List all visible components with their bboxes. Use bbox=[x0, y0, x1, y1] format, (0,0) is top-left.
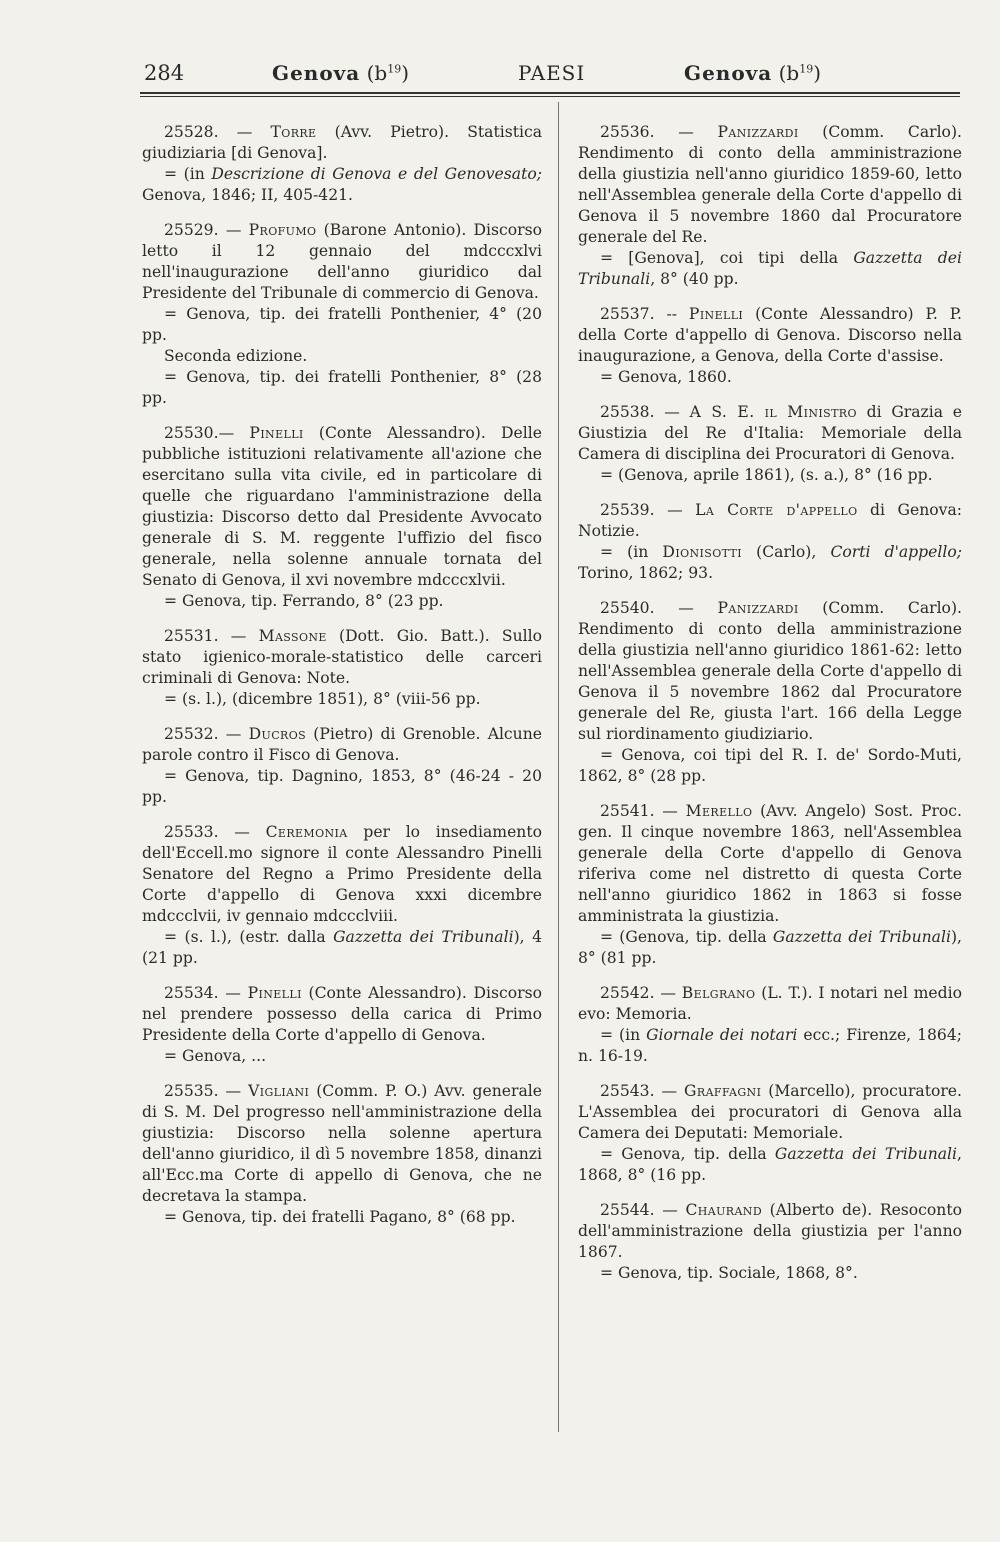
imprint-text: = Genova, ... bbox=[164, 1047, 267, 1065]
entry-number: 25534. bbox=[164, 984, 219, 1002]
imprint-text: = (in bbox=[164, 165, 212, 183]
entry-imprint bbox=[142, 689, 542, 710]
entry-number: 25538. bbox=[600, 403, 655, 421]
entry-author: Merello bbox=[685, 802, 753, 820]
imprint-text: ), 4 (21 pp. bbox=[142, 928, 542, 967]
page-header bbox=[140, 55, 960, 95]
entry-heading bbox=[142, 423, 542, 591]
entry-imprint bbox=[142, 367, 542, 409]
running-head-left-title: Genova bbox=[272, 61, 361, 85]
entry-number: 25537. bbox=[600, 305, 655, 323]
entry-author: Vigliani bbox=[248, 1082, 310, 1100]
entry-number: 25536. bbox=[600, 123, 655, 141]
running-head-left-suffix-open: (b bbox=[366, 61, 388, 85]
running-head-right-sup: 19 bbox=[799, 62, 814, 76]
running-head-left-suffix-close: ) bbox=[401, 61, 410, 85]
entry-author: Massone bbox=[258, 627, 327, 645]
bibliography-entry bbox=[142, 423, 542, 612]
entry-dash: — bbox=[654, 123, 718, 141]
imprint-text: , 1868, 8° (16 pp. bbox=[578, 1145, 962, 1184]
imprint-text: = Genova, tip. dei fratelli Ponthenier, 8° (28 pp. bbox=[142, 368, 542, 407]
entry-dash: — bbox=[654, 984, 682, 1002]
bibliography-entry bbox=[142, 724, 542, 808]
entry-imprint bbox=[578, 465, 962, 486]
entry-imprint bbox=[142, 591, 542, 612]
bibliography-entry bbox=[578, 402, 962, 486]
entry-author: Graffagni bbox=[684, 1082, 762, 1100]
entry-imprint bbox=[578, 1144, 962, 1186]
entry-heading bbox=[142, 626, 542, 689]
imprint-text: = (Genova, aprile 1861), (s. a.), 8° (16 pp. bbox=[600, 466, 933, 484]
left-column bbox=[142, 122, 542, 1242]
entry-heading bbox=[578, 1081, 962, 1144]
entry-dash: -- bbox=[654, 305, 689, 323]
running-head-right bbox=[684, 61, 821, 85]
entry-number: 25533. bbox=[164, 823, 219, 841]
entry-title: (Pietro) di Grenoble. Alcune parole contro il Fisco di Genova. bbox=[142, 725, 542, 764]
entry-heading bbox=[578, 500, 962, 542]
entry-author: Panizzardi bbox=[717, 123, 799, 141]
imprint-text: = Genova, coi tipi del R. I. de' Sordo-Muti, 1862, 8° (28 pp. bbox=[578, 746, 962, 785]
entry-title: (Avv. Pietro). Statistica giudiziaria [di Genova]. bbox=[142, 123, 542, 162]
entry-heading bbox=[142, 220, 542, 304]
entry-heading bbox=[142, 822, 542, 927]
entry-heading bbox=[578, 402, 962, 465]
imprint-text: = (in bbox=[600, 543, 663, 561]
entry-title: per lo insediamento dell'Eccell.mo signore il conte Alessandro Pinelli Senatore del Regno a Primo Presidente della Corte d'appello di Genova xxxi dicembre mdccclvii, iv gennaio mdccclviii. bbox=[142, 823, 542, 925]
imprint-italic: Gazzetta dei Tribunali bbox=[772, 928, 951, 946]
imprint-text: Torino, 1862; 93. bbox=[578, 564, 714, 582]
entry-title: di Genova: Notizie. bbox=[578, 501, 962, 540]
entry-author: Profumo bbox=[248, 221, 317, 239]
imprint-text: ), 8° (81 pp. bbox=[578, 928, 962, 967]
bibliography-entry bbox=[578, 1081, 962, 1186]
entry-title: (Comm. Carlo). Rendimento di conto della amministrazione della giustizia nell'anno giuridico 1861-62: letto nell'Assemblea generale della Corte d'appello di Genova il 5 novembre 1862 dal Procuratore generale del Re, giusta l'art. 166 della Legge sul riordinamento giudiziario. bbox=[578, 599, 962, 743]
entry-title: di Grazia e Giustizia del Re d'Italia: Memoriale della Camera di disciplina dei Procuratori di Genova. bbox=[578, 403, 962, 463]
entry-heading bbox=[578, 801, 962, 927]
entry-imprint bbox=[142, 346, 542, 367]
entry-dash: — bbox=[654, 501, 696, 519]
entry-dash: — bbox=[218, 424, 250, 442]
entry-number: 25544. bbox=[600, 1201, 655, 1219]
page-number: 284 bbox=[144, 61, 185, 85]
running-head-left-sup: 19 bbox=[387, 62, 402, 76]
entry-dash: — bbox=[654, 403, 690, 421]
imprint-text: = Genova, 1860. bbox=[600, 368, 732, 386]
imprint-text: = Genova, tip. Ferrando, 8° (23 pp. bbox=[164, 592, 444, 610]
entry-dash: — bbox=[654, 1201, 686, 1219]
imprint-text: = (Genova, tip. della bbox=[600, 928, 773, 946]
imprint-text: = [Genova], coi tipi della bbox=[600, 249, 854, 267]
entry-imprint bbox=[578, 745, 962, 787]
entry-title: (Marcello), procuratore. L'Assemblea dei procuratori di Genova alla Camera dei Deputati: Memoriale. bbox=[578, 1082, 962, 1142]
entry-heading bbox=[578, 1200, 962, 1263]
entry-author: Panizzardi bbox=[717, 599, 799, 617]
entry-number: 25535. bbox=[164, 1082, 219, 1100]
running-head-left bbox=[272, 61, 409, 85]
entry-dash: — bbox=[218, 984, 248, 1002]
entry-dash: — bbox=[218, 221, 249, 239]
imprint-italic: Descrizione di Genova e del Genovesato; bbox=[211, 165, 542, 183]
bibliography-entry bbox=[142, 220, 542, 409]
entry-heading bbox=[142, 724, 542, 766]
entry-imprint bbox=[578, 927, 962, 969]
bibliography-entry bbox=[142, 983, 542, 1067]
entry-author: A S. E. il Ministro bbox=[689, 403, 857, 421]
running-head-right-suffix-open: (b bbox=[778, 61, 800, 85]
entry-author: Ducros bbox=[248, 725, 307, 743]
entry-title: (L. T.). I notari nel medio evo: Memoria. bbox=[578, 984, 962, 1023]
entry-title: (Comm. P. O.) Avv. generale di S. M. Del progresso nell'amministrazione della giustizia: Discorso nella solenne apertura dell'anno giuridico, il dì 5 novembre 1858, dinanzi all'Ecc.ma Corte di appello di Genova, che ne decretava la stampa. bbox=[142, 1082, 542, 1205]
entry-title: (Dott. Gio. Batt.). Sullo stato igienico-morale-statistico delle carceri criminali di Genova: Note. bbox=[142, 627, 542, 687]
entry-number: 25540. bbox=[600, 599, 655, 617]
entry-dash: — bbox=[218, 627, 259, 645]
entry-dash: — bbox=[654, 1082, 685, 1100]
bibliography-entry bbox=[142, 1081, 542, 1228]
running-head-right-suffix-close: ) bbox=[813, 61, 822, 85]
entry-title: (Alberto de). Resoconto dell'amministrazione della giustizia per l'anno 1867. bbox=[578, 1201, 963, 1261]
running-head-center: PAESI bbox=[518, 61, 586, 85]
imprint-text: = Genova, tip. dei fratelli Ponthenier, 4° (20 pp. bbox=[142, 305, 542, 344]
entry-author: Ceremonia bbox=[265, 823, 348, 841]
running-head-right-title: Genova bbox=[684, 61, 773, 85]
entry-heading bbox=[142, 1081, 542, 1207]
entry-imprint bbox=[142, 927, 542, 969]
entry-title: (Conte Alessandro) P. P. della Corte d'appello di Genova. Discorso nella inaugurazione, a Genova, della Corte d'assise. bbox=[578, 305, 963, 365]
imprint-text: = Genova, tip. dei fratelli Pagano, 8° (68 pp. bbox=[164, 1208, 516, 1226]
entry-dash: — bbox=[218, 1082, 249, 1100]
imprint-text: Genova, 1846; II, 405-421. bbox=[142, 186, 354, 204]
bibliography-entry bbox=[578, 500, 962, 584]
entry-imprint bbox=[578, 367, 962, 388]
entry-number: 25541. bbox=[600, 802, 655, 820]
bibliography-entry bbox=[578, 598, 962, 787]
entry-imprint bbox=[578, 1025, 962, 1067]
imprint-text: = (s. l.), (estr. dalla bbox=[164, 928, 334, 946]
imprint-italic: Gazzetta dei Tribunali bbox=[774, 1145, 958, 1163]
entry-imprint bbox=[578, 248, 962, 290]
entry-heading bbox=[578, 983, 962, 1025]
entry-author: Belgrano bbox=[681, 984, 756, 1002]
imprint-text: (Carlo), bbox=[742, 543, 831, 561]
entry-number: 25543. bbox=[600, 1082, 655, 1100]
imprint-text: Seconda edizione. bbox=[164, 347, 308, 365]
entry-title: (Conte Alessandro). Delle pubbliche istituzioni relativamente all'azione che esercitano sulla vita civile, ed in particolare di quelle che riguardano l'amministrazione della giustizia: Discorso detto dal Presidente Avvocato generale di S. M. reggente l'uffizio del fisco generale, nella solenne annuale tornata del Senato di Genova, il xvi novembre mdcccxlvii. bbox=[142, 424, 542, 589]
entry-heading bbox=[142, 122, 542, 164]
entry-author: Pinelli bbox=[688, 305, 744, 323]
bibliography-entry bbox=[578, 1200, 962, 1284]
bibliography-entry bbox=[142, 822, 542, 969]
entry-imprint bbox=[142, 1046, 542, 1067]
entry-imprint bbox=[142, 1207, 542, 1228]
imprint-text: = Genova, tip. della bbox=[600, 1145, 775, 1163]
entry-author: Chaurand bbox=[685, 1201, 763, 1219]
right-column bbox=[578, 122, 962, 1298]
entry-heading bbox=[142, 983, 542, 1046]
entry-dash: — bbox=[654, 599, 718, 617]
entry-imprint bbox=[142, 766, 542, 808]
entry-heading bbox=[578, 122, 962, 248]
entry-title: (Conte Alessandro). Discorso nel prendere possesso della carica di Primo Presidente della Corte d'appello di Genova. bbox=[142, 984, 542, 1044]
column-separator bbox=[558, 102, 559, 1432]
bibliography-entry bbox=[142, 122, 542, 206]
entry-dash: — bbox=[218, 123, 271, 141]
bibliography-entry bbox=[578, 983, 962, 1067]
entry-heading bbox=[578, 304, 962, 367]
entry-dash: — bbox=[218, 725, 249, 743]
entry-number: 25532. bbox=[164, 725, 219, 743]
imprint-text: ecc.; Firenze, 1864; n. 16-19. bbox=[578, 1026, 963, 1065]
entry-title: (Avv. Angelo) Sost. Proc. gen. Il cinque novembre 1863, nell'Assemblea generale della Corte d'appello di Genova riferiva come nel distretto di questa Corte nell'anno giuridico 1862 in 1863 si fosse amministrata la giustizia. bbox=[578, 802, 962, 925]
entry-number: 25528. bbox=[164, 123, 219, 141]
entry-title: (Barone Antonio). Discorso letto il 12 gennaio del mdcccxlvi nell'inaugurazione dell'anno giuridico dal Presidente del Tribunale di commercio di Genova. bbox=[142, 221, 542, 302]
entry-number: 25531. bbox=[164, 627, 219, 645]
entry-number: 25542. bbox=[600, 984, 655, 1002]
entry-heading bbox=[578, 598, 962, 745]
imprint-text: = Genova, tip. Dagnino, 1853, 8° (46-24 - 20 pp. bbox=[142, 767, 542, 806]
entry-author: Pinelli bbox=[249, 424, 304, 442]
header-rule bbox=[140, 92, 960, 97]
bibliography-entry bbox=[578, 122, 962, 290]
entry-number: 25529. bbox=[164, 221, 219, 239]
entry-number: 25530. bbox=[164, 424, 219, 442]
imprint-italic: Gazzetta dei Tribunali bbox=[578, 249, 962, 288]
entry-imprint bbox=[578, 1263, 962, 1284]
entry-author: Torre bbox=[270, 123, 317, 141]
imprint-text: , 8° (40 pp. bbox=[650, 270, 739, 288]
entry-title: (Comm. Carlo). Rendimento di conto della amministrazione della giustizia nell'anno giuridico 1859-60, letto nell'Assemblea generale della Corte d'appello di Genova il 5 novembre 1860 dal Procuratore generale del Re. bbox=[578, 123, 962, 246]
bibliography-entry bbox=[578, 801, 962, 969]
imprint-italic: Giornale dei notari bbox=[646, 1026, 798, 1044]
entry-dash: — bbox=[654, 802, 686, 820]
entry-author: Pinelli bbox=[247, 984, 302, 1002]
imprint-text: Dionisotti bbox=[662, 543, 743, 561]
entry-imprint bbox=[142, 304, 542, 346]
imprint-text: = Genova, tip. Sociale, 1868, 8°. bbox=[600, 1264, 858, 1282]
imprint-italic: Corti d'appello; bbox=[830, 543, 962, 561]
imprint-text: = (s. l.), (dicembre 1851), 8° (viii-56 pp. bbox=[164, 690, 481, 708]
bibliography-entry bbox=[578, 304, 962, 388]
entry-dash: — bbox=[218, 823, 266, 841]
entry-author: La Corte d'appello bbox=[695, 501, 858, 519]
entry-number: 25539. bbox=[600, 501, 655, 519]
entry-imprint bbox=[142, 164, 542, 206]
imprint-italic: Gazzetta dei Tribunali bbox=[333, 928, 514, 946]
bibliography-entry bbox=[142, 626, 542, 710]
entry-imprint bbox=[578, 542, 962, 584]
imprint-text: = (in bbox=[600, 1026, 647, 1044]
